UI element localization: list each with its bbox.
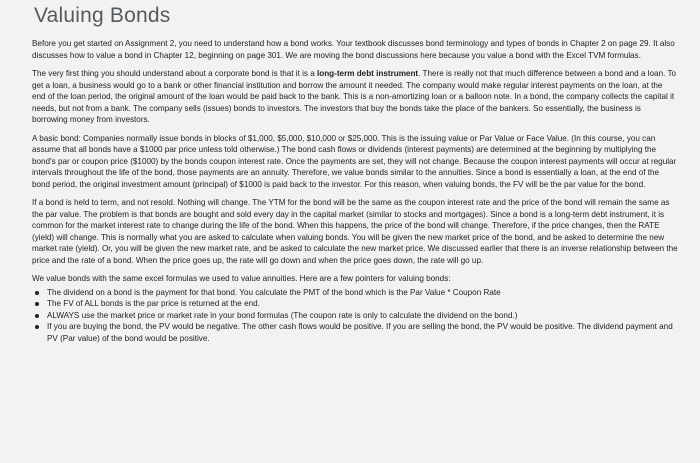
intro-paragraph [32, 38, 678, 61]
pointer-text: The FV of ALL bonds is the par price is returned at the end. [47, 299, 260, 308]
held-to-term-paragraph [32, 197, 678, 266]
held-to-term-text: If a bond is held to term, and not resold. Nothing will change. The YTM for the bond will be the same as the coupon interest rate and the price of the bond will remain the same as the par value. The problem is that bonds are bought and sold every day in the capital market (similar to stocks and mortgages). Since a bond is a long-term debt instrument, it is common for the market interest rate to change during the life of the bond. When this happens, the price of the bond will change. Therefore, if the price changes, then the RATE (yield) will change. This is normally what you are asked to calculate when valuing bonds. You will be given the new market price of the bond, and be asked to determine the new market rate (yield). Or, you will be given the new market rate, and be asked to calculate the new market price. We discussed earlier that there is an inverse relationship between the price and the rate of a bond. When the price goes up, the rate will go down and when the price goes down, the rate will go up. [32, 198, 678, 265]
list-item [32, 298, 678, 310]
pointer-text: If you are buying the bond, the PV would be negative. The other cash flows would be positive. If you are selling the bond, the PV would be positive. The dividend payment and PV (Par value) of the bond would be positive. [47, 322, 673, 343]
corporate-text-before: The very first thing you should understand about a corporate bond is that it is a [32, 69, 317, 78]
list-item [32, 321, 678, 344]
corporate-text-after: . There is really not that much difference between a bond and a loan. To get a loan, a business would go to a bank or other financial institution and borrow the amount it needed. The company would make regular interest payments on the loan, at the end of the loan period, the original amount of the loan would be paid back to the bank. This is a non-amortizing loan or a balloon note. In a bond, the company collects the capital it needs, but not from a bank. The company sells (issues) bonds to investors. The investors that buy the bonds take the place of the bankers. So essentially, the business is borrowing money from investors. [32, 69, 677, 124]
pointers-list [32, 287, 678, 345]
corporate-text-bold: long-term debt instrument [317, 69, 419, 78]
corporate-bond-text [32, 68, 678, 126]
bullet-icon [35, 291, 39, 295]
page-title: Valuing Bonds [34, 4, 171, 27]
bullet-icon [35, 302, 39, 306]
pointer-text: ALWAYS use the market price or market rate in your bond formulas (The coupon rate is only to calculate the dividend on the bond.) [47, 310, 518, 320]
basic-bond-text: A basic bond: Companies normally issue bonds in blocks of $1,000, $5,000, $10,000 or $25,000. This is the issuing value or Par Value or Face Value. (In this course, you can assume that all bonds have a $1000 par price unless told otherwise.) The bond cash flows or dividends (interest payments) are determined at the beginning by multiplying the bond's par or coupon price ($1000) by the bonds coupon interest rate. Once the payments are set, they will not change. Because the coupon interest payments will occur at regular intervals throughout the life of the bond, those payments are an annuity. Therefore, we value bonds similar to the annuities. Since a bond is essentially a loan, at the end of the bond period, the original investment amount (principal) of $1000 is paid back to the investor. For this reason, when valuing bonds, the FV will be the par value for the bond. [32, 133, 677, 189]
pointer-text: The dividend on a bond is the payment for that bond. You calculate the PMT of the bond which is the Par Value * Coupon Rate [47, 287, 501, 297]
corporate-bond-paragraph [32, 68, 678, 126]
intro-text: Before you get started on Assignment 2, you need to understand how a bond works. Your textbook discusses bond terminology and types of bonds in Chapter 2 on page 29. It also discusses how to value a bond in Chapter 12, beginning on page 301. We are moving the bond discussions here because you value a bond with the Excel TVM formulas. [32, 39, 675, 60]
pointers-section [32, 273, 678, 344]
list-item [32, 310, 678, 322]
bullet-icon [35, 314, 39, 318]
list-item [32, 287, 678, 299]
basic-bond-paragraph [32, 133, 678, 191]
bullet-icon [35, 325, 39, 329]
pointers-intro: We value bonds with the same excel formulas we used to value annuities. Here are a few pointers for valuing bonds: [32, 274, 451, 283]
